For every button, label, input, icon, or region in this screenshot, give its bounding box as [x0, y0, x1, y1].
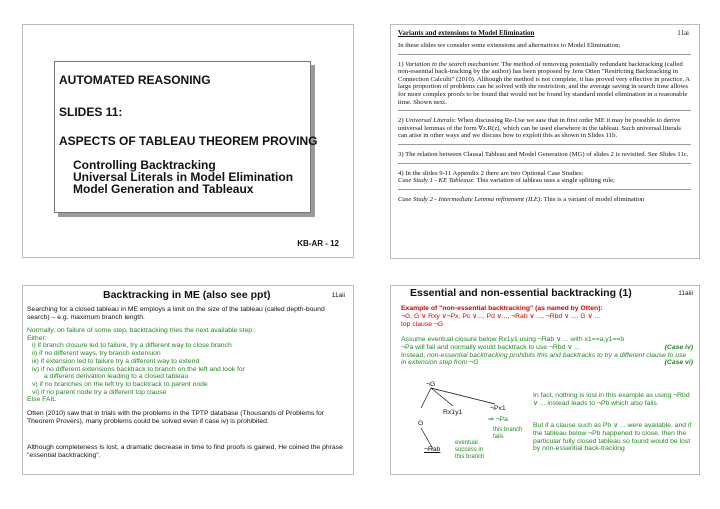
p2-text: : When discussing Re-Use we saw that in first order ME it may be possible to derive universal lemmas of the form ∀z.R(z), which can be used elsewhere in the tableau. Such universal literals can arise in other ways and we discuss how to exploit this as shown in Slides 11b.	[398, 117, 681, 140]
p4-text: 4) In the slides 9-11 Appendix 2 there are two Optional Case Studies:	[398, 169, 584, 177]
step-line: ii) if no different ways, try branch extension	[32, 350, 161, 358]
title-box	[54, 61, 318, 213]
course-title: AUTOMATED REASONING	[59, 73, 211, 87]
tree-leaf: ¬Rab	[424, 446, 441, 453]
step-line: Either:	[27, 334, 47, 342]
paragraph-1	[398, 61, 691, 112]
case-vi-label: (Case vi)	[664, 359, 693, 367]
slide-number: 11aiii	[678, 290, 693, 297]
case-iv-label: (Case iv)	[664, 343, 693, 351]
top-clause: top clause ¬G	[401, 320, 444, 328]
step-line: vi) if no parent node try a different top clause	[32, 388, 167, 396]
p1-italic: Variation in the search mechanism	[405, 60, 498, 68]
tree-fail-arrow: ⇒ ¬Pa	[488, 416, 508, 423]
example-block	[401, 305, 693, 328]
edge-root-left	[421, 388, 431, 408]
paragraph-2	[398, 117, 691, 145]
case-study-1-text: : This variation of tableau uses a single splitting rule;	[472, 177, 615, 185]
p3-text: 3) The relation between Clausal Tableau and Model Generation (MG) of slides 2 is revisited. See Slides 11c.	[398, 150, 689, 158]
tree-eventual: eventual success in this branch	[455, 440, 485, 460]
fail-line: ¬Pa will fail and normally would backtrack to use ¬Rbd ∨ ...	[401, 343, 580, 351]
p2-italic: Universal Literals	[405, 117, 455, 125]
instead-prefix: Instead,	[401, 351, 428, 359]
step-line: Else FAIL	[27, 396, 57, 404]
instead-italic: non-essential backtracking prohibits this and backtracks to try a different clause to use in extension step from ¬G	[401, 351, 687, 367]
slides-number: SLIDES 11:	[59, 105, 123, 119]
slide-number: 11ai	[677, 29, 689, 37]
essential-backtracking-slide	[390, 285, 700, 475]
otten-paragraph: Otten (2010) saw that in trials with the problems in the TPTP database (Thousands of Problems for Theorem Provers), many problems could be solved even if case iv) is prohibited.	[27, 410, 325, 425]
case-study-1: Case Study 1 - KE Tableaux	[398, 177, 473, 185]
note-nothing-lost: In fact, nothing is lost in this example as using ¬Rbd ∨ ... instead leads to ¬Pb which also fails.	[533, 392, 690, 407]
slides-topic: ASPECTS OF TABLEAU THEOREM PROVING	[59, 134, 318, 148]
slide-title: Backtracking in ME (also see ppt)	[103, 289, 271, 301]
paragraph-4	[398, 170, 691, 190]
step-line: Normally, on failure of some step, backtracking tries the next available step:	[27, 327, 254, 334]
backtracking-slide	[22, 285, 354, 475]
step-line: i) if branch closure led to failure, try a different way to close branch	[32, 342, 232, 350]
step-line: v) if no branches on the left try to backtrack to parent node	[32, 380, 208, 388]
step-line: iii) if extension led to failure try a different way to extend	[32, 357, 200, 365]
instead-line	[401, 352, 693, 368]
case-study-2: Case Study 2 - Intermediate Lemma refinement (ILE)	[398, 195, 541, 203]
intro-text: In these slides we consider some extensions and alternatives to Model Elimination;	[398, 42, 621, 49]
example-heading: Example of "non-essential backtracking" (as named by Otten):	[401, 305, 603, 312]
title-slide	[22, 24, 354, 258]
slide-code: KB-AR - 12	[297, 239, 339, 248]
paragraph-5	[398, 196, 691, 208]
step-line: a different derivation leading to a closed tableau	[44, 373, 189, 381]
intro-paragraph	[398, 42, 691, 55]
topic-list	[73, 159, 293, 195]
backtracking-steps	[27, 327, 349, 404]
intro-text: Searching for a closed tableau in ME employs a limit on the size of the tableau (called depth-bound search) – e.g. maximum branch length.	[27, 306, 325, 321]
clause-list: ¬G, G ∨ Rxy ∨¬Px, Pc ∨..., Pd ∨..., ¬Rab ∨ ..., ¬Rbd ∨ ..., G ∨ ...	[401, 312, 601, 320]
slide-number: 11aii	[331, 292, 345, 299]
topic-item: Universal Literals in Model Elimination	[73, 170, 294, 184]
fail-line-row	[401, 344, 693, 352]
tree-left: G	[418, 420, 424, 427]
slide-body	[398, 42, 691, 213]
tableau-diagram	[391, 376, 541, 471]
explanation-block	[401, 336, 693, 367]
case-study-2-text: : This is a variant of model elimination	[540, 195, 645, 203]
paragraph-3	[398, 151, 691, 164]
tree-root: ¬G	[426, 381, 436, 388]
assume-line: Assume eventual closure below Rx1y1 using ¬Rab ∨ ... with x1==a,y1==b	[401, 336, 625, 343]
slide-title: Variants and extensions to Model Elimination	[398, 29, 535, 37]
completeness-paragraph: Although completeness is lost, a dramatic decrease in time to find proofs is gained. He coined the phrase "essential backtracking".	[27, 444, 343, 459]
p1-prefix: 1)	[398, 60, 406, 68]
topic-item: Model Generation and Tableaux	[73, 182, 254, 196]
note-lost-tableau: But if a clause such as Pb ∨ ... were available, and if the tableau below ¬Pb happened to close, then the particular fully closed tableau so found would be lost by non-essential back-tracking	[533, 422, 692, 453]
tree-fail-text: this branch fails	[493, 427, 523, 440]
step-line: iv) if no different extensions backtrack to branch on the left and look for	[32, 365, 245, 373]
tree-right: ¬Px1	[490, 405, 506, 412]
tree-mid: Rx1y1	[443, 409, 463, 416]
p1-text: : The method of removing potentially redundant backtracking (called non-essential back-tracking by the author) has been proposed by Jens Otten "Restricting Backtracking in Connection Calculii" (2010). Although the method is not complete, it has proved very effective in practice. A large proportion of problems can be solved with the restriction, and the average saving in search time allows for more complex proofs to be found that would not be found by standard model elimination in a reasonable time. Shown next.	[398, 60, 690, 106]
variants-slide	[390, 24, 700, 259]
topic-item: Controlling Backtracking	[73, 158, 216, 172]
slide-title: Essential and non-essential backtracking (1)	[410, 287, 632, 299]
p2-prefix: 2)	[398, 117, 406, 125]
